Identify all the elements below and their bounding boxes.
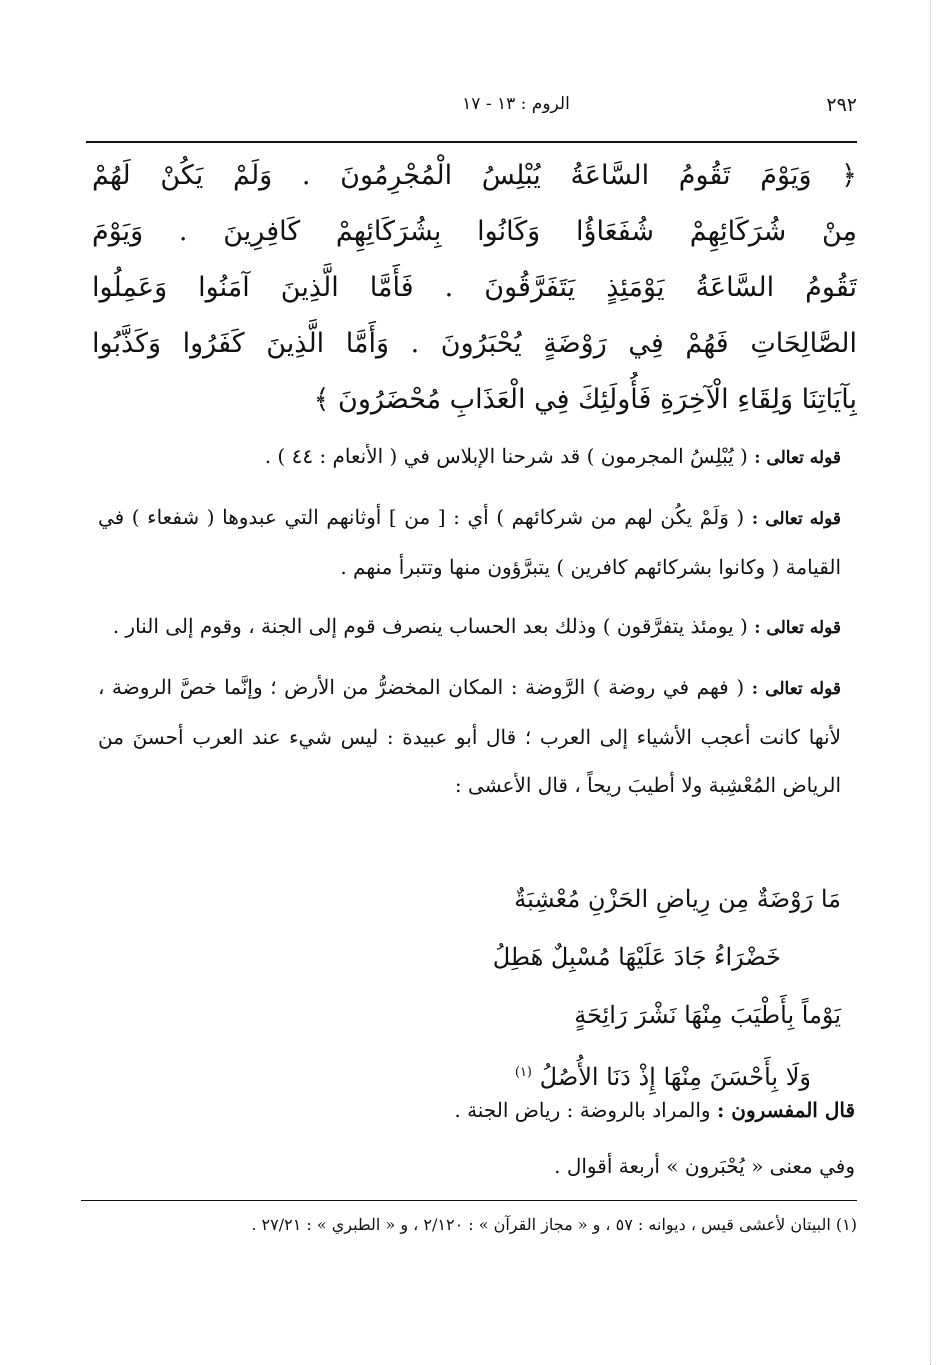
- verse-line: بِآيَاتِنَا وَلِقَاءِ الْآخِرَةِ فَأُولَئِكَ فِي الْعَذَابِ مُحْضَرُونَ ﴾: [313, 384, 857, 415]
- poem-line: خَضْرَاءُ جَادَ عَلَيْهَا مُسْبِلٌ هَطِلُ: [492, 943, 781, 971]
- page-header: [86, 86, 857, 126]
- poem-line: يَوْماً بِأَطْيَبَ مِنْهَا نَشْرَ رَائِحَةٍ: [574, 1001, 841, 1029]
- poem: [150, 870, 841, 1102]
- commentary-paragraph: [98, 432, 841, 482]
- poem-line: مَا رَوْضَةٌ مِن رِياضِ الحَزْنِ مُعْشِبَةٌ: [514, 885, 841, 913]
- paragraph-text: ( يومئذ يتفرَّقون ) وذلك بعد الحساب ينصرف قوم إلى الجنة ، وقوم إلى النار .: [112, 614, 748, 638]
- paragraph-text: والمراد بالروضة : رياض الجنة .: [454, 1098, 711, 1122]
- header-rule: [86, 141, 857, 143]
- commentary-paragraph: [98, 1086, 855, 1134]
- margin-guide-line: [930, 0, 931, 1365]
- paragraph-lead: قوله تعالى :: [751, 509, 842, 529]
- verse-line: ﴿ وَيَوْمَ تَقُومُ السَّاعَةُ يُبْلِسُ الْمُجْرِمُونَ . وَلَمْ يَكُنْ لَهُمْ: [92, 160, 857, 191]
- commentary-paragraph: [98, 602, 841, 652]
- footnote: (١) البيتان لأعشى قيس ، ديوانه : ٥٧ ، و « مجاز القرآن » : ٢/١٢٠ ، و « الطبري » : ٢٧/٢١ .: [251, 1215, 857, 1234]
- paragraph-lead: قوله تعالى :: [754, 618, 841, 638]
- footnote-rule: [81, 1200, 857, 1201]
- commentary: [98, 432, 841, 820]
- paragraph-text: ( وَلَمْ يكُن لهم من شركائهم ) أي : [ من ] أوثانهم التي عبدوها ( شفعاء ) في القيامة ( وكانوا بشركائهم كافرين ) يتبرَّؤون منها وتتبرأ منهم .: [98, 505, 841, 579]
- verse-line: الصَّالِحَاتِ فَهُمْ فِي رَوْضَةٍ يُحْبَرُونَ . وَأَمَّا الَّذِينَ كَفَرُوا وَكَذَّبُوا: [92, 328, 857, 359]
- paragraph-text: ( يُبْلِسُ المجرمون ) قد شرحنا الإبلاس في ( الأنعام : ٤٤ ) .: [264, 444, 748, 468]
- commentary-paragraph: [98, 663, 841, 809]
- running-head: الروم : ١٣ - ١٧: [462, 94, 570, 114]
- footnote-reference: (١): [514, 1065, 532, 1080]
- paragraph-lead: قوله تعالى :: [751, 679, 842, 699]
- post-poem-text: [98, 1086, 855, 1198]
- page-number: ٢٩٢: [826, 94, 857, 116]
- paragraph-lead: قال المفسرون :: [716, 1098, 855, 1122]
- commentary-paragraph: [98, 493, 841, 591]
- verse-line: تَقُومُ السَّاعَةُ يَوْمَئِذٍ يَتَفَرَّقُونَ . فَأَمَّا الَّذِينَ آمَنُوا وَعَمِلُوا: [92, 272, 857, 303]
- commentary-paragraph: [98, 1142, 855, 1190]
- paragraph-text: وفي معنى « يُحْبَرون » أربعة أقوال .: [554, 1154, 855, 1178]
- poem-line-text: وَلَا بِأَحْسَنَ مِنْهَا إِذْ دَنَا الأُصُلُ: [539, 1063, 811, 1091]
- quran-verse-block: [92, 148, 857, 428]
- paragraph-lead: قوله تعالى :: [754, 448, 841, 468]
- paragraph-text: ( فهم في روضة ) الرَّوضة : المكان المخضرُّ من الأرض ؛ وإنَّما خصَّ الروضة ، لأنها كانت أعجب الأشياء إلى العرب ؛ قال أبو عبيدة : ليس شيء عند العرب أحسنَ من الرياض المُعْشِبة ولا أطيبَ ريحاً ، قال الأعشى :: [98, 675, 841, 797]
- verse-line: مِنْ شُرَكَائِهِمْ شُفَعَاؤُا وَكَانُوا بِشُرَكَائِهِمْ كَافِرِينَ . وَيَوْمَ: [92, 216, 857, 247]
